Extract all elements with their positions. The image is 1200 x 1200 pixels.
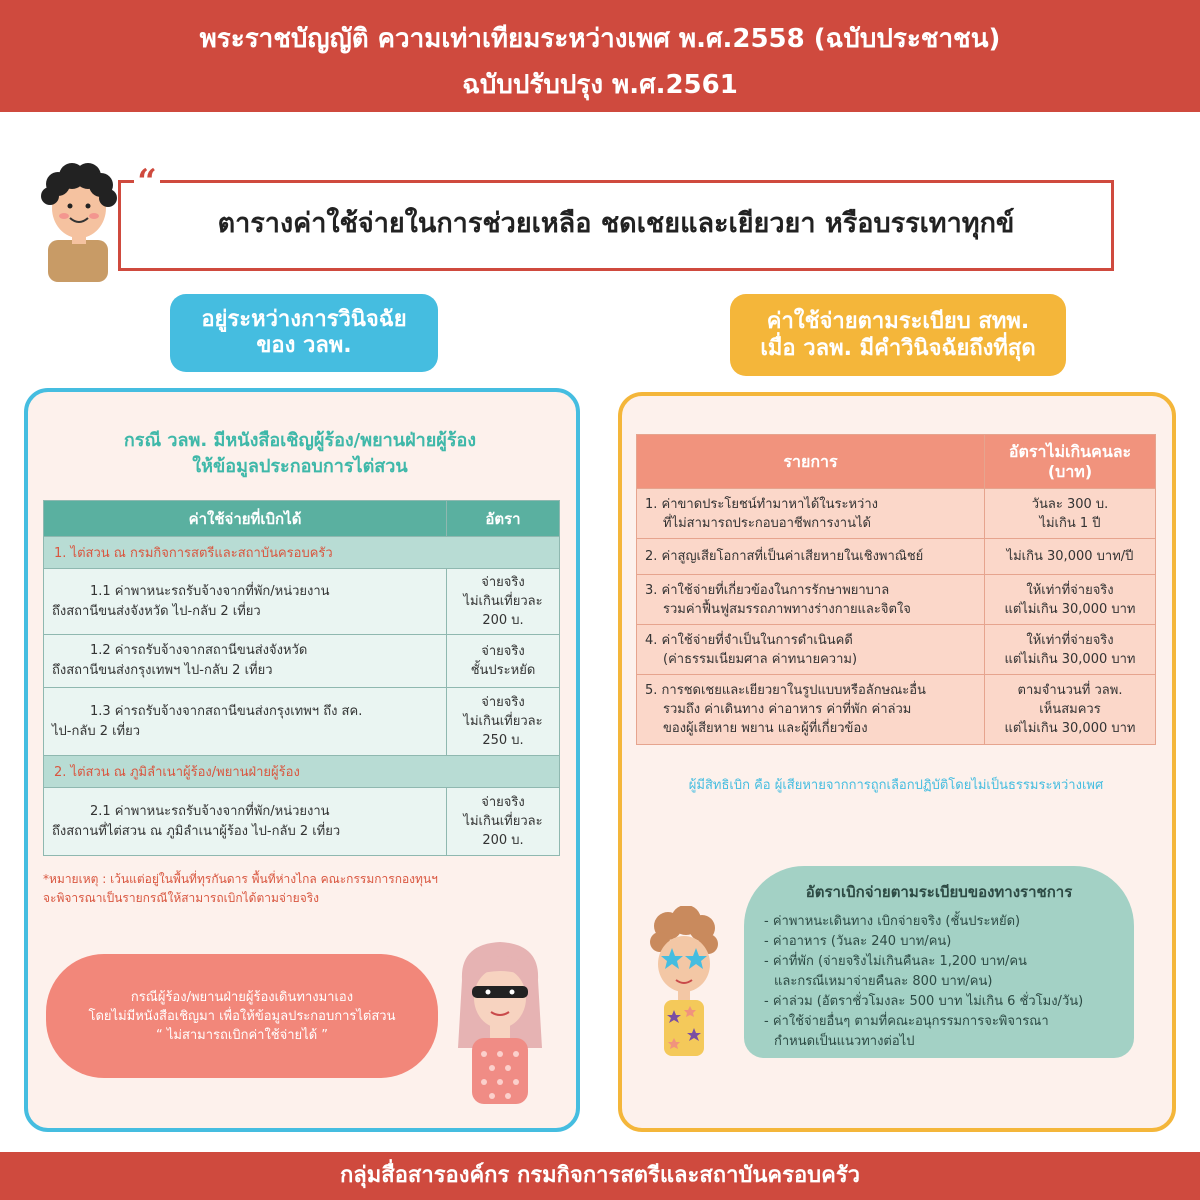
row-1-item-line1: 1. ค่าขาดประโยชน์ทำมาหาได้ในระหว่าง [645,496,878,512]
pill-final-decision-line1: ค่าใช้จ่ายตามระเบียบ สทพ. [766,309,1030,334]
column-header-max-rate [985,435,1156,489]
section-row [44,537,560,569]
row-1-2-rate-line2: ชั้นประหยัด [470,663,536,678]
table-row [44,688,560,756]
investigation-expense-table [43,500,560,856]
row-5-item [637,675,985,745]
row-2-1-rate [447,788,560,856]
row-1-3-description [44,688,447,756]
row-1-2-rate-line1: จ่ายจริง [481,644,525,659]
man-character-illustration [34,158,124,282]
table-row [637,539,1156,575]
row-1-1-rate-line3: 200 บ. [482,613,524,628]
left-panel-title-line1: กรณี วลพ. มีหนังสือเชิญผู้ร้อง/พยานฝ่ายผู้ร้อง [123,430,477,451]
row-2-rate [985,539,1156,575]
row-4-rate-line1: ให้เท่าที่จ่ายจริง [1026,632,1114,648]
row-1-1-line1: 1.1 ค่าพาหนะรถรับจ้างจากที่พัก/หน่วยงาน [90,583,330,599]
row-5-item-line3: ของผู้เสียหาย พยาน และผู้ที่เกี่ยวข้อง [663,721,868,736]
list-item: - ค่าใช้จ่ายอื่นๆ ตามที่คณะอนุกรรมการจะพิจารณา [764,1014,1049,1029]
government-rate-title: อัตราเบิกจ่ายตามระเบียบของทางราชการ [805,883,1073,901]
row-4-rate-line2: แต่ไม่เกิน 30,000 บาท [1004,651,1136,667]
row-1-1-line2: ถึงสถานีขนส่งจังหวัด ไป-กลับ 2 เที่ยว [52,603,261,619]
eligible-claimant-note: ผู้มีสิทธิเบิก คือ ผู้เสียหายจากการถูกเลือกปฏิบัติโดยไม่เป็นธรรมระหว่างเพศ [688,778,1104,793]
row-1-rate-line2: ไม่เกิน 1 ปี [1039,515,1101,531]
row-3-item-line1: 3. ค่าใช้จ่ายที่เกี่ยวข้องในการรักษาพยาบาล [645,582,890,598]
row-1-2-rate [447,635,560,688]
footnote-line1: *หมายเหตุ : เว้นแต่อยู่ในพื้นที่ทุรกันดาร พื้นที่ห่างไกล คณะกรรมการกองทุนฯ [43,872,438,886]
list-item: - ค่าอาหาร (วันละ 240 บาท/คน) [764,934,952,949]
notice-line3: “ ไม่สามารถเบิกค่าใช้จ่ายได้ ” [155,1028,329,1043]
row-5-rate-line1: ตามจำนวนที่ วลพ. [1017,683,1123,698]
column-header-item: รายการ [637,435,985,489]
row-5-item-line2: รวมถึง ค่าเดินทาง ค่าอาหาร ค่าที่พัก ค่าล่วม [663,702,912,717]
main-table-title: ตารางค่าใช้จ่ายในการช่วยเหลือ ชดเชยและเยียวยา หรือบรรเทาทุกข์ [217,208,1015,239]
row-1-3-rate [447,688,560,756]
header-banner [0,0,1200,112]
row-3-item [637,575,985,625]
row-1-1-rate [447,569,560,635]
row-3-rate-line1: ให้เท่าที่จ่ายจริง [1026,582,1114,598]
table-row [637,489,1156,539]
table-header-row [637,435,1156,489]
pill-under-consideration [170,294,438,372]
row-2-item-line1: 2. ค่าสูญเสียโอกาสที่เป็นค่าเสียหายในเชิงพาณิชย์ [645,549,924,564]
row-5-item-line1: 5. การชดเชยและเยียวยาในรูปแบบหรือลักษณะอื่น [645,683,926,698]
row-4-item-line1: 4. ค่าใช้จ่ายที่จำเป็นในการดำเนินคดี [645,632,853,648]
row-2-1-description [44,788,447,856]
column-header-max-rate-line2: (บาท) [1047,461,1093,481]
row-2-1-line2: ถึงสถานที่ไต่สวน ณ ภูมิลำเนาผู้ร้อง ไป-กลับ 2 เที่ยว [52,823,341,839]
row-1-3-line2: ไป-กลับ 2 เที่ยว [52,723,141,739]
pill-final-decision [730,294,1066,376]
row-1-3-rate-line1: จ่ายจริง [481,695,525,710]
row-1-2-line2: ถึงสถานีขนส่งกรุงเทพฯ ไป-กลับ 2 เที่ยว [52,663,273,678]
compensation-rate-table [636,434,1156,745]
list-item [764,972,1124,992]
row-1-2-description [44,635,447,688]
notice-line1: กรณีผู้ร้อง/พยานฝ่ายผู้ร้องเดินทางมาเอง [130,990,354,1005]
list-item: - ค่าล่วม (อัตราชั่วโมงละ 500 บาท ไม่เกิน 6 ชั่วโมง/วัน) [764,994,1084,1009]
row-1-1-description [44,569,447,635]
star-eyed-character-illustration [646,906,722,1056]
row-3-rate [985,575,1156,625]
pill-final-decision-line2: เมื่อ วลพ. มีคำวินิจฉัยถึงที่สุด [760,336,1036,361]
header-title-line1: พระราชบัญญัติ ความเท่าเทียมระหว่างเพศ พ.ศ.2558 (ฉบับประชาชน) [199,24,1001,54]
left-footnote [43,870,563,908]
notice-line2: โดยไม่มีหนังสือเชิญมา เพื่อให้ข้อมูลประกอบการไต่สวน [88,1009,396,1024]
row-4-rate [985,625,1156,675]
row-1-2-line1: 1.2 ค่ารถรับจ้างจากสถานีขนส่งจังหวัด [90,643,308,658]
section-2-label: 2. ไต่สวน ณ ภูมิลำเนาผู้ร้อง/พยานฝ่ายผู้ร้อง [44,756,560,788]
table-row [637,625,1156,675]
row-1-rate [985,489,1156,539]
row-2-rate-line1: ไม่เกิน 30,000 บาท/ปี [1006,549,1134,564]
row-1-3-line1: 1.3 ค่ารถรับจ้างจากสถานีขนส่งกรุงเทพฯ ถึง สค. [90,703,363,719]
list-item-continuation: และกรณีเหมาจ่ายคืนละ 800 บาท/คน) [774,974,993,989]
row-2-1-rate-line2: ไม่เกินเที่ยวละ [463,814,543,829]
left-panel-title [30,428,570,480]
row-4-item [637,625,985,675]
list-item-continuation: กำหนดเป็นแนวทางต่อไป [774,1034,915,1049]
row-5-rate-line2: เห็นสมควร [1039,702,1101,717]
list-item [764,1032,1124,1052]
pill-under-consideration-line2: ของ วลพ. [256,333,352,358]
row-5-rate-line3: แต่ไม่เกิน 30,000 บาท [1004,721,1136,736]
row-1-3-rate-line3: 250 บ. [482,733,524,748]
row-5-rate [985,675,1156,745]
row-1-item [637,489,985,539]
table-row [44,569,560,635]
row-1-1-rate-line2: ไม่เกินเที่ยวละ [463,594,543,609]
row-1-item-line2: ที่ไม่สามารถประกอบอาชีพการงานได้ [663,515,871,531]
quote-mark-icon: “ [134,166,160,192]
section-row [44,756,560,788]
list-item: - ค่าพาหนะเดินทาง เบิกจ่ายจริง (ชั้นประหยัด) [764,914,1021,929]
row-2-1-rate-line1: จ่ายจริง [481,795,525,810]
row-3-item-line2: รวมค่าฟื้นฟูสมรรถภาพทางร่างกายและจิตใจ [663,601,911,617]
table-row [44,635,560,688]
column-header-expense: ค่าใช้จ่ายที่เบิกได้ [44,501,447,537]
table-row [637,675,1156,745]
table-row [637,575,1156,625]
row-2-item [637,539,985,575]
section-1-label: 1. ไต่สวน ณ กรมกิจการสตรีและสถาบันครอบครัว [44,537,560,569]
row-4-item-line2: (ค่าธรรมเนียมศาล ค่าทนายความ) [663,651,858,667]
table-row [44,788,560,856]
row-3-rate-line2: แต่ไม่เกิน 30,000 บาท [1004,601,1136,617]
row-1-1-rate-line1: จ่ายจริง [481,575,525,590]
column-header-rate: อัตรา [447,501,560,537]
government-rate-list [764,912,1124,1052]
footer-banner: กลุ่มสื่อสารองค์กร กรมกิจการสตรีและสถาบันครอบครัว [0,1152,1200,1200]
left-panel-title-line2: ให้ข้อมูลประกอบการไต่สวน [192,456,408,477]
footnote-line2: จะพิจารณาเป็นรายกรณีให้สามารถเบิกได้ตามจ่ายจริง [43,891,320,905]
list-item: - ค่าที่พัก (จ่ายจริงไม่เกินคืนละ 1,200 บาท/คน [764,954,1027,969]
row-2-1-rate-line3: 200 บ. [482,833,524,848]
table-header-row [44,501,560,537]
pill-under-consideration-line1: อยู่ระหว่างการวินิจฉัย [201,307,407,332]
row-1-rate-line1: วันละ 300 บ. [1031,496,1109,512]
column-header-max-rate-line1: อัตราไม่เกินคนละ [1008,441,1132,461]
row-2-1-line1: 2.1 ค่าพาหนะรถรับจ้างจากที่พัก/หน่วยงาน [90,803,330,819]
header-title-line2: ฉบับปรับปรุง พ.ศ.2561 [462,70,738,100]
masked-woman-illustration [450,936,550,1104]
self-travel-notice-bubble [46,954,438,1078]
row-1-3-rate-line2: ไม่เกินเที่ยวละ [463,714,543,729]
